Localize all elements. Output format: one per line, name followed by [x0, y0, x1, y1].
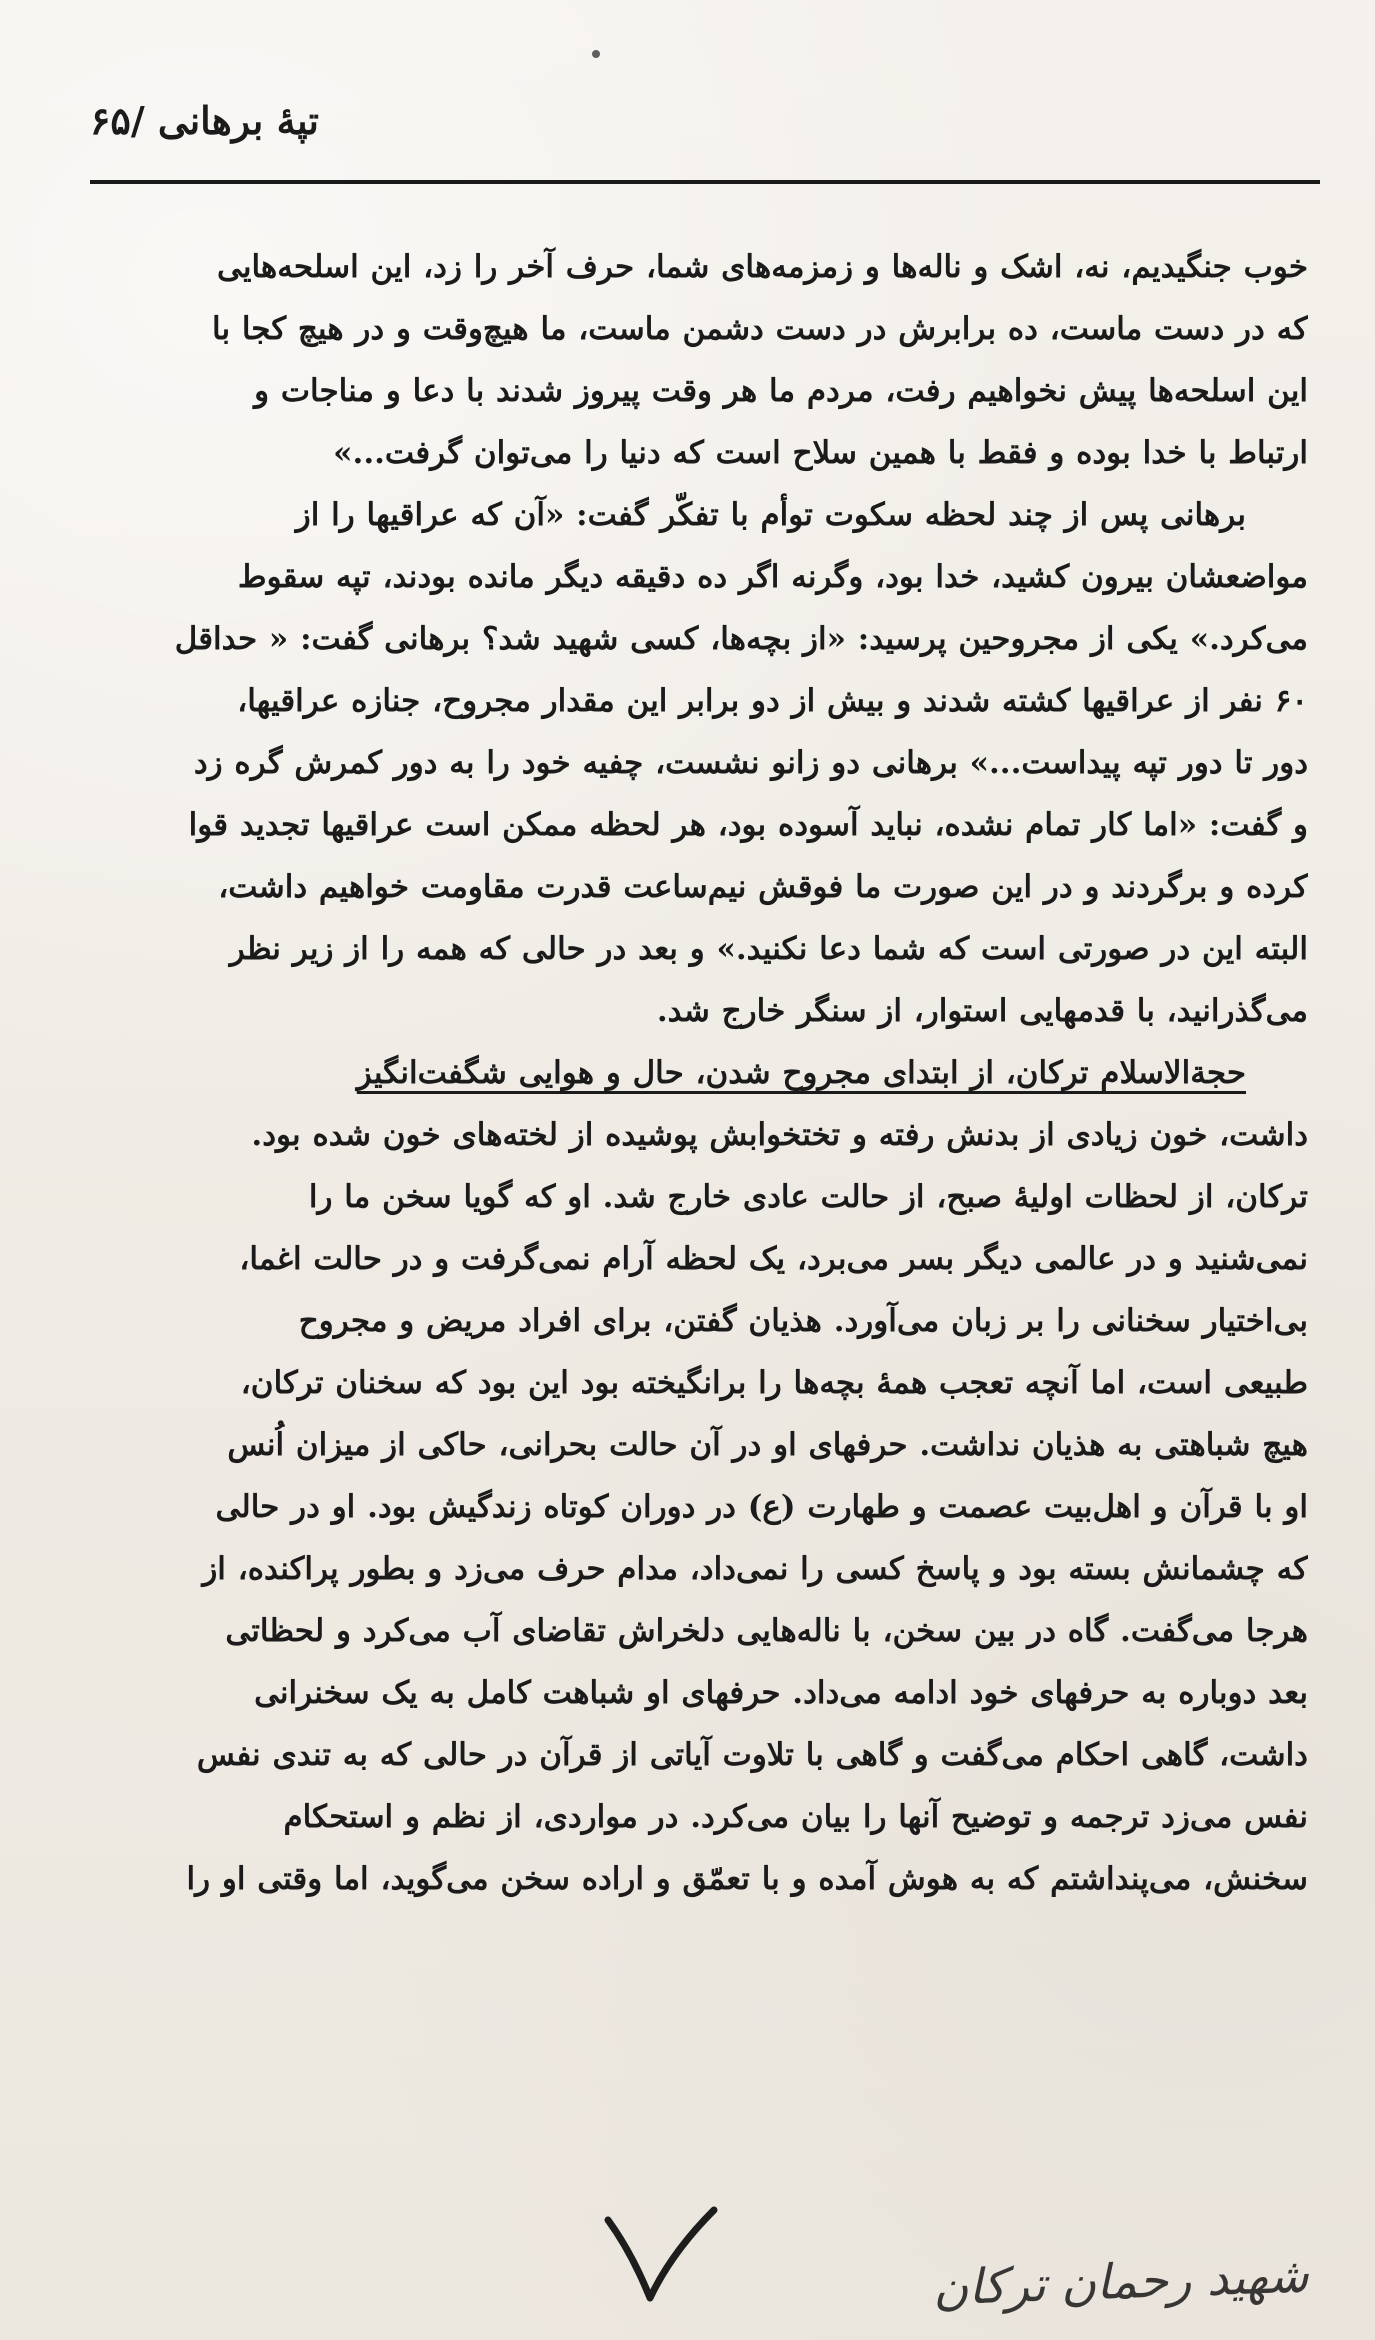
text-line-20: هیچ شباهتی به هذیان نداشت. حرفهای او در آن حالت بحرانی، حاکی از میزان اُنس: [227, 1427, 1308, 1463]
text-line-16: ترکان، از لحظات اولیهٔ صبح، از حالت عادی خارج شد. او که گویا سخن ما را: [308, 1179, 1308, 1215]
text-line-3: این اسلحه‌ها پیش نخواهیم رفت، مردم ما هر وقت پیروز شدند با دعا و مناجات و: [254, 373, 1308, 409]
handwritten-note: [0, 2188, 1351, 2328]
text-line-19: طبیعی است، اما آنچه تعجب همهٔ بچه‌ها را برانگیخته بود این بود که سخنان ترکان،: [240, 1365, 1308, 1401]
text-line-18: بی‌اختیار سخنانی را بر زبان می‌آورد. هذیان گفتن، برای افراد مریض و مجروح: [298, 1303, 1308, 1339]
text-line-6: مواضعشان بیرون کشید، خدا بود، وگرنه اگر ده دقیقه دیگر مانده بودند، تپه سقوط: [237, 559, 1308, 595]
text-line-27: سخنش، می‌پنداشتم که به هوش آمده و با تعمّق و اراده سخن می‌گوید، اما وقتی او را: [186, 1861, 1308, 1897]
text-line-25: داشت، گاهی احکام می‌گفت و گاهی با تلاوت آیاتی از قرآن در حالی که به تندی نفس: [196, 1737, 1308, 1773]
text-line-7: می‌کرد.» یکی از مجروحین پرسید: «از بچه‌ها، کسی شهید شد؟ برهانی گفت: « حداقل: [174, 621, 1308, 657]
text-line-12: البته این در صورتی است که شما دعا نکنید.» و بعد در حالی که همه را از زیر نظر: [229, 931, 1308, 967]
text-line-24: بعد دوباره به حرفهای خود ادامه می‌داد. حرفهای او شباهت کامل به یک سخنرانی: [254, 1675, 1308, 1711]
text-line-17: نمی‌شنید و در عالمی دیگر بسر می‌برد، یک لحظه آرام نمی‌گرفت و در حالت اغما،: [239, 1241, 1308, 1277]
text-line-22: که چشمانش بسته بود و پاسخ کسی را نمی‌داد، مدام حرف می‌زد و بطور پراکنده، از: [202, 1551, 1308, 1587]
text-line-23: هرجا می‌گفت. گاه در بین سخن، با ناله‌هایی دلخراش تقاضای آب می‌کرد و لحظاتی: [225, 1613, 1308, 1649]
page-header: [90, 98, 1320, 172]
text-line-2: که در دست ماست، ده برابرش در دست دشمن ماست، ما هیچ‌وقت و در هیچ کجا با: [212, 311, 1308, 347]
text-line-5: برهانی پس از چند لحظه سکوت توأم با تفکّر گفت: «آن که عراقیها را از: [295, 497, 1246, 533]
text-line-13: می‌گذرانید، با قدمهایی استوار، از سنگر خارج شد.: [656, 993, 1308, 1029]
paper-speck: [592, 50, 600, 58]
text-line-9: دور تا دور تپه پیداست...» برهانی دو زانو نشست، چفیه خود را به دور کمرش گره زد: [193, 745, 1308, 781]
handwritten-checkmark-icon: [596, 2202, 726, 2322]
text-line-11: کرده و برگردند و در این صورت ما فوقش نیم‌ساعت قدرت مقاومت خواهیم داشت،: [218, 869, 1308, 905]
text-line-8: ۶۰ نفر از عراقیها کشته شدند و بیش از دو برابر این مقدار مجروح، جنازه عراقیها،: [237, 683, 1308, 719]
handwritten-text: شهید رحمان ترکان: [932, 2247, 1310, 2317]
body-text: [88, 236, 1308, 1910]
page-title: تپهٔ برهانی /۶۵: [90, 98, 319, 143]
text-line-26: نفس می‌زد ترجمه و توضیح آنها را بیان می‌کرد. در مواردی، از نظم و استحکام: [283, 1799, 1308, 1835]
text-line-4: ارتباط با خدا بوده و فقط با همین سلاح است که دنیا را می‌توان گرفت...»: [333, 435, 1308, 471]
text-line-15: داشت، خون زیادی از بدنش رفته و تختخوابش پوشیده از لخته‌های خون شده بود.: [251, 1117, 1308, 1153]
text-line-14: حجة‌الاسلام ترکان، از ابتدای مجروح شدن، حال و هوایی شگفت‌انگیز: [356, 1055, 1246, 1091]
text-line-10: و گفت: «اما کار تمام نشده، نباید آسوده بود، هر لحظه ممکن است عراقیها تجدید قوا: [188, 807, 1308, 843]
text-line-1: خوب جنگیدیم، نه، اشک و ناله‌ها و زمزمه‌های شما، حرف آخر را زد، این اسلحه‌هایی: [217, 249, 1308, 285]
text-line-21: او با قرآن و اهل‌بیت عصمت و طهارت (ع) در دوران کوتاه زندگیش بود. او در حالی: [215, 1489, 1308, 1525]
header-divider: [90, 180, 1320, 184]
